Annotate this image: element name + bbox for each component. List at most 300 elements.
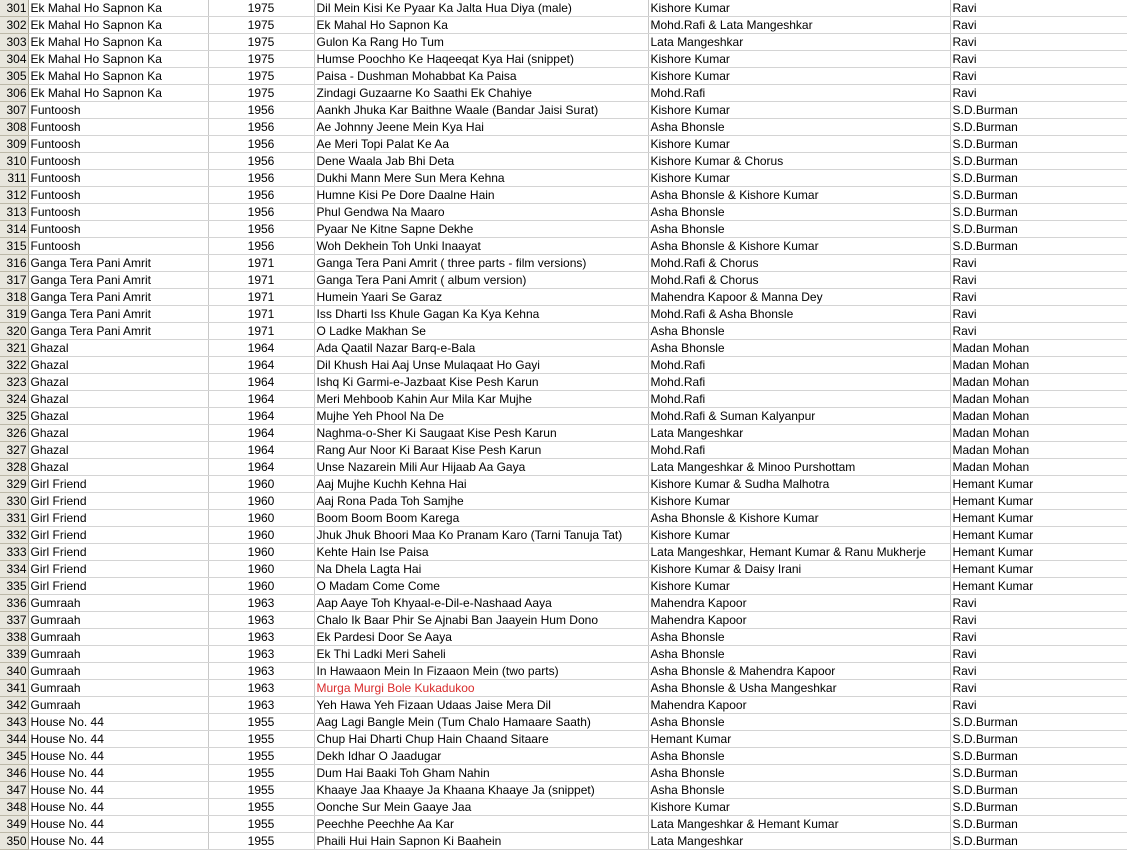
cell-song[interactable]: Aaj Rona Pada Toh Samjhe	[314, 493, 648, 510]
row-number[interactable]: 340	[0, 663, 28, 680]
cell-song[interactable]: Aag Lagi Bangle Mein (Tum Chalo Hamaare Saath)	[314, 714, 648, 731]
cell-year[interactable]: 1963	[208, 595, 314, 612]
row-number[interactable]: 314	[0, 221, 28, 238]
cell-song[interactable]: Ishq Ki Garmi-e-Jazbaat Kise Pesh Karun	[314, 374, 648, 391]
cell-singer[interactable]: Kishore Kumar	[648, 0, 950, 17]
cell-singer[interactable]: Asha Bhonsle	[648, 340, 950, 357]
cell-year[interactable]: 1956	[208, 204, 314, 221]
cell-composer[interactable]: S.D.Burman	[950, 238, 1127, 255]
cell-year[interactable]: 1955	[208, 816, 314, 833]
cell-movie[interactable]: Gumraah	[28, 629, 208, 646]
cell-movie[interactable]: House No. 44	[28, 731, 208, 748]
cell-movie[interactable]: House No. 44	[28, 833, 208, 850]
cell-movie[interactable]: Girl Friend	[28, 493, 208, 510]
cell-singer[interactable]: Kishore Kumar & Daisy Irani	[648, 561, 950, 578]
cell-movie[interactable]: Gumraah	[28, 697, 208, 714]
cell-singer[interactable]: Lata Mangeshkar & Hemant Kumar	[648, 816, 950, 833]
row-number[interactable]: 339	[0, 646, 28, 663]
cell-composer[interactable]: Ravi	[950, 306, 1127, 323]
cell-year[interactable]: 1971	[208, 289, 314, 306]
cell-year[interactable]: 1975	[208, 51, 314, 68]
cell-year[interactable]: 1960	[208, 476, 314, 493]
cell-year[interactable]: 1955	[208, 731, 314, 748]
cell-singer[interactable]: Kishore Kumar	[648, 493, 950, 510]
cell-year[interactable]: 1955	[208, 833, 314, 850]
row-number[interactable]: 343	[0, 714, 28, 731]
cell-song[interactable]: Unse Nazarein Mili Aur Hijaab Aa Gaya	[314, 459, 648, 476]
row-number[interactable]: 322	[0, 357, 28, 374]
cell-composer[interactable]: Ravi	[950, 255, 1127, 272]
cell-movie[interactable]: House No. 44	[28, 748, 208, 765]
cell-movie[interactable]: Gumraah	[28, 612, 208, 629]
row-number[interactable]: 337	[0, 612, 28, 629]
cell-year[interactable]: 1955	[208, 748, 314, 765]
cell-composer[interactable]: S.D.Burman	[950, 136, 1127, 153]
cell-singer[interactable]: Asha Bhonsle	[648, 221, 950, 238]
cell-movie[interactable]: Ek Mahal Ho Sapnon Ka	[28, 17, 208, 34]
cell-movie[interactable]: Ghazal	[28, 459, 208, 476]
cell-movie[interactable]: Ghazal	[28, 442, 208, 459]
cell-movie[interactable]: Ganga Tera Pani Amrit	[28, 272, 208, 289]
row-number[interactable]: 347	[0, 782, 28, 799]
cell-year[interactable]: 1975	[208, 0, 314, 17]
cell-song[interactable]: Peechhe Peechhe Aa Kar	[314, 816, 648, 833]
cell-song[interactable]: Yeh Hawa Yeh Fizaan Udaas Jaise Mera Dil	[314, 697, 648, 714]
cell-composer[interactable]: S.D.Burman	[950, 187, 1127, 204]
cell-singer[interactable]: Mohd.Rafi	[648, 391, 950, 408]
cell-song[interactable]: Chalo Ik Baar Phir Se Ajnabi Ban Jaayein Hum Dono	[314, 612, 648, 629]
cell-composer[interactable]: S.D.Burman	[950, 119, 1127, 136]
row-number[interactable]: 329	[0, 476, 28, 493]
cell-year[interactable]: 1956	[208, 238, 314, 255]
cell-movie[interactable]: Funtoosh	[28, 153, 208, 170]
cell-song[interactable]: Ek Thi Ladki Meri Saheli	[314, 646, 648, 663]
cell-singer[interactable]: Asha Bhonsle & Usha Mangeshkar	[648, 680, 950, 697]
cell-singer[interactable]: Kishore Kumar	[648, 102, 950, 119]
cell-singer[interactable]: Asha Bhonsle & Kishore Kumar	[648, 510, 950, 527]
cell-song[interactable]: Dukhi Mann Mere Sun Mera Kehna	[314, 170, 648, 187]
row-number[interactable]: 320	[0, 323, 28, 340]
cell-year[interactable]: 1963	[208, 680, 314, 697]
cell-singer[interactable]: Mohd.Rafi	[648, 374, 950, 391]
row-number[interactable]: 310	[0, 153, 28, 170]
cell-year[interactable]: 1956	[208, 153, 314, 170]
cell-song[interactable]: Ek Pardesi Door Se Aaya	[314, 629, 648, 646]
cell-song[interactable]: Woh Dekhein Toh Unki Inaayat	[314, 238, 648, 255]
cell-movie[interactable]: Girl Friend	[28, 476, 208, 493]
cell-year[interactable]: 1955	[208, 765, 314, 782]
cell-song[interactable]: Rang Aur Noor Ki Baraat Kise Pesh Karun	[314, 442, 648, 459]
cell-composer[interactable]: Ravi	[950, 595, 1127, 612]
cell-song[interactable]: Mujhe Yeh Phool Na De	[314, 408, 648, 425]
row-number[interactable]: 326	[0, 425, 28, 442]
cell-year[interactable]: 1960	[208, 493, 314, 510]
cell-singer[interactable]: Asha Bhonsle	[648, 646, 950, 663]
cell-composer[interactable]: Ravi	[950, 0, 1127, 17]
row-number[interactable]: 325	[0, 408, 28, 425]
row-number[interactable]: 313	[0, 204, 28, 221]
row-number[interactable]: 317	[0, 272, 28, 289]
cell-singer[interactable]: Kishore Kumar	[648, 527, 950, 544]
row-number[interactable]: 312	[0, 187, 28, 204]
cell-movie[interactable]: Ghazal	[28, 408, 208, 425]
cell-composer[interactable]: Madan Mohan	[950, 425, 1127, 442]
row-number[interactable]: 321	[0, 340, 28, 357]
cell-composer[interactable]: Ravi	[950, 663, 1127, 680]
cell-singer[interactable]: Asha Bhonsle	[648, 765, 950, 782]
cell-composer[interactable]: Ravi	[950, 85, 1127, 102]
cell-year[interactable]: 1975	[208, 34, 314, 51]
cell-singer[interactable]: Asha Bhonsle	[648, 714, 950, 731]
cell-movie[interactable]: Ganga Tera Pani Amrit	[28, 306, 208, 323]
cell-singer[interactable]: Lata Mangeshkar, Hemant Kumar & Ranu Mukherje	[648, 544, 950, 561]
row-number[interactable]: 349	[0, 816, 28, 833]
cell-year[interactable]: 1964	[208, 374, 314, 391]
cell-movie[interactable]: Ek Mahal Ho Sapnon Ka	[28, 68, 208, 85]
cell-movie[interactable]: Gumraah	[28, 646, 208, 663]
cell-movie[interactable]: Girl Friend	[28, 578, 208, 595]
cell-year[interactable]: 1971	[208, 306, 314, 323]
row-number[interactable]: 328	[0, 459, 28, 476]
cell-composer[interactable]: Ravi	[950, 17, 1127, 34]
cell-year[interactable]: 1955	[208, 714, 314, 731]
row-number[interactable]: 319	[0, 306, 28, 323]
cell-song[interactable]: Ae Meri Topi Palat Ke Aa	[314, 136, 648, 153]
cell-year[interactable]: 1964	[208, 391, 314, 408]
cell-singer[interactable]: Asha Bhonsle & Kishore Kumar	[648, 238, 950, 255]
cell-song[interactable]: O Ladke Makhan Se	[314, 323, 648, 340]
cell-singer[interactable]: Mahendra Kapoor	[648, 595, 950, 612]
row-number[interactable]: 331	[0, 510, 28, 527]
cell-song[interactable]: Dene Waala Jab Bhi Deta	[314, 153, 648, 170]
cell-song[interactable]: Khaaye Jaa Khaaye Ja Khaana Khaaye Ja (snippet)	[314, 782, 648, 799]
row-number[interactable]: 342	[0, 697, 28, 714]
cell-composer[interactable]: Hemant Kumar	[950, 561, 1127, 578]
cell-year[interactable]: 1964	[208, 459, 314, 476]
cell-movie[interactable]: Funtoosh	[28, 170, 208, 187]
cell-year[interactable]: 1971	[208, 272, 314, 289]
cell-song[interactable]: Aankh Jhuka Kar Baithne Waale (Bandar Jaisi Surat)	[314, 102, 648, 119]
cell-composer[interactable]: Ravi	[950, 680, 1127, 697]
cell-movie[interactable]: Ganga Tera Pani Amrit	[28, 323, 208, 340]
cell-singer[interactable]: Kishore Kumar	[648, 799, 950, 816]
cell-year[interactable]: 1955	[208, 799, 314, 816]
cell-singer[interactable]: Mahendra Kapoor & Manna Dey	[648, 289, 950, 306]
cell-singer[interactable]: Asha Bhonsle	[648, 782, 950, 799]
row-number[interactable]: 301	[0, 0, 28, 17]
cell-movie[interactable]: Funtoosh	[28, 221, 208, 238]
cell-movie[interactable]: Ghazal	[28, 391, 208, 408]
cell-composer[interactable]: Ravi	[950, 629, 1127, 646]
cell-song[interactable]: Iss Dharti Iss Khule Gagan Ka Kya Kehna	[314, 306, 648, 323]
cell-movie[interactable]: Girl Friend	[28, 527, 208, 544]
cell-movie[interactable]: Gumraah	[28, 663, 208, 680]
cell-movie[interactable]: Girl Friend	[28, 510, 208, 527]
cell-movie[interactable]: Ek Mahal Ho Sapnon Ka	[28, 51, 208, 68]
row-number[interactable]: 338	[0, 629, 28, 646]
cell-song[interactable]: Zindagi Guzaarne Ko Saathi Ek Chahiye	[314, 85, 648, 102]
cell-composer[interactable]: Ravi	[950, 697, 1127, 714]
cell-year[interactable]: 1971	[208, 323, 314, 340]
cell-singer[interactable]: Kishore Kumar & Sudha Malhotra	[648, 476, 950, 493]
cell-movie[interactable]: House No. 44	[28, 816, 208, 833]
row-number[interactable]: 344	[0, 731, 28, 748]
row-number[interactable]: 350	[0, 833, 28, 850]
cell-singer[interactable]: Lata Mangeshkar	[648, 425, 950, 442]
cell-year[interactable]: 1956	[208, 187, 314, 204]
cell-song[interactable]: Murga Murgi Bole Kukadukoo	[314, 680, 648, 697]
cell-movie[interactable]: Gumraah	[28, 595, 208, 612]
cell-composer[interactable]: Madan Mohan	[950, 374, 1127, 391]
cell-year[interactable]: 1975	[208, 68, 314, 85]
cell-composer[interactable]: S.D.Burman	[950, 816, 1127, 833]
cell-singer[interactable]: Asha Bhonsle	[648, 204, 950, 221]
cell-song[interactable]: Aaj Mujhe Kuchh Kehna Hai	[314, 476, 648, 493]
cell-song[interactable]: Meri Mehboob Kahin Aur Mila Kar Mujhe	[314, 391, 648, 408]
cell-song[interactable]: Dil Mein Kisi Ke Pyaar Ka Jalta Hua Diya (male)	[314, 0, 648, 17]
cell-year[interactable]: 1960	[208, 561, 314, 578]
cell-composer[interactable]: S.D.Burman	[950, 204, 1127, 221]
cell-composer[interactable]: S.D.Burman	[950, 102, 1127, 119]
cell-song[interactable]: Ganga Tera Pani Amrit ( album version)	[314, 272, 648, 289]
cell-year[interactable]: 1960	[208, 578, 314, 595]
cell-movie[interactable]: Funtoosh	[28, 187, 208, 204]
cell-composer[interactable]: Hemant Kumar	[950, 544, 1127, 561]
cell-year[interactable]: 1963	[208, 629, 314, 646]
cell-song[interactable]: Phaili Hui Hain Sapnon Ki Baahein	[314, 833, 648, 850]
cell-singer[interactable]: Mohd.Rafi	[648, 357, 950, 374]
cell-movie[interactable]: House No. 44	[28, 799, 208, 816]
cell-year[interactable]: 1963	[208, 663, 314, 680]
cell-year[interactable]: 1960	[208, 544, 314, 561]
cell-singer[interactable]: Kishore Kumar	[648, 68, 950, 85]
cell-year[interactable]: 1964	[208, 340, 314, 357]
cell-singer[interactable]: Mohd.Rafi & Lata Mangeshkar	[648, 17, 950, 34]
row-number[interactable]: 336	[0, 595, 28, 612]
cell-movie[interactable]: House No. 44	[28, 714, 208, 731]
row-number[interactable]: 330	[0, 493, 28, 510]
cell-song[interactable]: Ganga Tera Pani Amrit ( three parts - film versions)	[314, 255, 648, 272]
cell-year[interactable]: 1964	[208, 425, 314, 442]
cell-movie[interactable]: Ganga Tera Pani Amrit	[28, 289, 208, 306]
cell-song[interactable]: Ek Mahal Ho Sapnon Ka	[314, 17, 648, 34]
cell-singer[interactable]: Asha Bhonsle	[648, 119, 950, 136]
cell-song[interactable]: Ae Johnny Jeene Mein Kya Hai	[314, 119, 648, 136]
row-number[interactable]: 318	[0, 289, 28, 306]
cell-composer[interactable]: Ravi	[950, 612, 1127, 629]
cell-composer[interactable]: Hemant Kumar	[950, 493, 1127, 510]
cell-movie[interactable]: Girl Friend	[28, 561, 208, 578]
cell-song[interactable]: Jhuk Jhuk Bhoori Maa Ko Pranam Karo (Tarni Tanuja Tat)	[314, 527, 648, 544]
cell-movie[interactable]: Ganga Tera Pani Amrit	[28, 255, 208, 272]
cell-movie[interactable]: Ghazal	[28, 340, 208, 357]
row-number[interactable]: 307	[0, 102, 28, 119]
cell-composer[interactable]: S.D.Burman	[950, 748, 1127, 765]
cell-song[interactable]: Phul Gendwa Na Maaro	[314, 204, 648, 221]
cell-song[interactable]: Dum Hai Baaki Toh Gham Nahin	[314, 765, 648, 782]
row-number[interactable]: 316	[0, 255, 28, 272]
row-number[interactable]: 306	[0, 85, 28, 102]
row-number[interactable]: 345	[0, 748, 28, 765]
cell-song[interactable]: Oonche Sur Mein Gaaye Jaa	[314, 799, 648, 816]
cell-movie[interactable]: Funtoosh	[28, 119, 208, 136]
cell-year[interactable]: 1955	[208, 782, 314, 799]
cell-song[interactable]: Boom Boom Boom Karega	[314, 510, 648, 527]
cell-composer[interactable]: Madan Mohan	[950, 408, 1127, 425]
cell-song[interactable]: Aap Aaye Toh Khyaal-e-Dil-e-Nashaad Aaya	[314, 595, 648, 612]
cell-singer[interactable]: Mahendra Kapoor	[648, 612, 950, 629]
row-number[interactable]: 324	[0, 391, 28, 408]
cell-movie[interactable]: House No. 44	[28, 765, 208, 782]
cell-composer[interactable]: S.D.Burman	[950, 221, 1127, 238]
cell-composer[interactable]: S.D.Burman	[950, 153, 1127, 170]
cell-year[interactable]: 1971	[208, 255, 314, 272]
cell-composer[interactable]: Hemant Kumar	[950, 476, 1127, 493]
cell-singer[interactable]: Lata Mangeshkar	[648, 34, 950, 51]
cell-singer[interactable]: Asha Bhonsle	[648, 323, 950, 340]
cell-singer[interactable]: Asha Bhonsle & Mahendra Kapoor	[648, 663, 950, 680]
cell-composer[interactable]: S.D.Burman	[950, 714, 1127, 731]
cell-year[interactable]: 1960	[208, 527, 314, 544]
cell-song[interactable]: Na Dhela Lagta Hai	[314, 561, 648, 578]
cell-year[interactable]: 1963	[208, 697, 314, 714]
row-number[interactable]: 311	[0, 170, 28, 187]
cell-year[interactable]: 1956	[208, 136, 314, 153]
cell-song[interactable]: O Madam Come Come	[314, 578, 648, 595]
cell-singer[interactable]: Kishore Kumar	[648, 170, 950, 187]
cell-singer[interactable]: Hemant Kumar	[648, 731, 950, 748]
cell-composer[interactable]: Madan Mohan	[950, 442, 1127, 459]
cell-year[interactable]: 1956	[208, 170, 314, 187]
cell-composer[interactable]: Ravi	[950, 289, 1127, 306]
row-number[interactable]: 315	[0, 238, 28, 255]
cell-movie[interactable]: Girl Friend	[28, 544, 208, 561]
cell-year[interactable]: 1963	[208, 612, 314, 629]
cell-year[interactable]: 1956	[208, 119, 314, 136]
cell-composer[interactable]: S.D.Burman	[950, 782, 1127, 799]
cell-singer[interactable]: Kishore Kumar	[648, 136, 950, 153]
cell-composer[interactable]: S.D.Burman	[950, 765, 1127, 782]
cell-composer[interactable]: Hemant Kumar	[950, 527, 1127, 544]
row-number[interactable]: 335	[0, 578, 28, 595]
cell-singer[interactable]: Kishore Kumar & Chorus	[648, 153, 950, 170]
cell-singer[interactable]: Mohd.Rafi	[648, 442, 950, 459]
cell-composer[interactable]: Hemant Kumar	[950, 510, 1127, 527]
cell-composer[interactable]: S.D.Burman	[950, 731, 1127, 748]
cell-song[interactable]: Gulon Ka Rang Ho Tum	[314, 34, 648, 51]
cell-song[interactable]: Dekh Idhar O Jaadugar	[314, 748, 648, 765]
cell-year[interactable]: 1964	[208, 442, 314, 459]
cell-movie[interactable]: Funtoosh	[28, 136, 208, 153]
cell-year[interactable]: 1975	[208, 17, 314, 34]
cell-movie[interactable]: Ek Mahal Ho Sapnon Ka	[28, 85, 208, 102]
cell-movie[interactable]: Ghazal	[28, 425, 208, 442]
cell-singer[interactable]: Asha Bhonsle & Kishore Kumar	[648, 187, 950, 204]
cell-movie[interactable]: Ghazal	[28, 357, 208, 374]
cell-composer[interactable]: S.D.Burman	[950, 799, 1127, 816]
cell-movie[interactable]: Funtoosh	[28, 238, 208, 255]
cell-year[interactable]: 1963	[208, 646, 314, 663]
row-number[interactable]: 305	[0, 68, 28, 85]
cell-song[interactable]: Pyaar Ne Kitne Sapne Dekhe	[314, 221, 648, 238]
cell-movie[interactable]: Funtoosh	[28, 204, 208, 221]
cell-singer[interactable]: Lata Mangeshkar	[648, 833, 950, 850]
cell-composer[interactable]: Ravi	[950, 272, 1127, 289]
cell-movie[interactable]: Ek Mahal Ho Sapnon Ka	[28, 0, 208, 17]
cell-movie[interactable]: Ek Mahal Ho Sapnon Ka	[28, 34, 208, 51]
cell-song[interactable]: Humse Poochho Ke Haqeeqat Kya Hai (snippet)	[314, 51, 648, 68]
cell-song[interactable]: Chup Hai Dharti Chup Hain Chaand Sitaare	[314, 731, 648, 748]
cell-singer[interactable]: Mohd.Rafi & Suman Kalyanpur	[648, 408, 950, 425]
cell-song[interactable]: Humein Yaari Se Garaz	[314, 289, 648, 306]
cell-singer[interactable]: Mahendra Kapoor	[648, 697, 950, 714]
row-number[interactable]: 348	[0, 799, 28, 816]
cell-composer[interactable]: Ravi	[950, 323, 1127, 340]
row-number[interactable]: 346	[0, 765, 28, 782]
cell-composer[interactable]: Madan Mohan	[950, 459, 1127, 476]
row-number[interactable]: 308	[0, 119, 28, 136]
row-number[interactable]: 327	[0, 442, 28, 459]
row-number[interactable]: 304	[0, 51, 28, 68]
cell-song[interactable]: Ada Qaatil Nazar Barq-e-Bala	[314, 340, 648, 357]
cell-singer[interactable]: Kishore Kumar	[648, 578, 950, 595]
cell-movie[interactable]: Gumraah	[28, 680, 208, 697]
cell-song[interactable]: Naghma-o-Sher Ki Saugaat Kise Pesh Karun	[314, 425, 648, 442]
cell-song[interactable]: Dil Khush Hai Aaj Unse Mulaqaat Ho Gayi	[314, 357, 648, 374]
cell-singer[interactable]: Lata Mangeshkar & Minoo Purshottam	[648, 459, 950, 476]
cell-movie[interactable]: House No. 44	[28, 782, 208, 799]
cell-composer[interactable]: Madan Mohan	[950, 340, 1127, 357]
cell-singer[interactable]: Mohd.Rafi & Asha Bhonsle	[648, 306, 950, 323]
cell-year[interactable]: 1956	[208, 221, 314, 238]
cell-composer[interactable]: Hemant Kumar	[950, 578, 1127, 595]
row-number[interactable]: 309	[0, 136, 28, 153]
cell-year[interactable]: 1956	[208, 102, 314, 119]
cell-song[interactable]: In Hawaaon Mein In Fizaaon Mein (two parts)	[314, 663, 648, 680]
cell-year[interactable]: 1975	[208, 85, 314, 102]
cell-year[interactable]: 1964	[208, 357, 314, 374]
cell-composer[interactable]: Ravi	[950, 51, 1127, 68]
cell-song[interactable]: Humne Kisi Pe Dore Daalne Hain	[314, 187, 648, 204]
cell-composer[interactable]: S.D.Burman	[950, 170, 1127, 187]
cell-composer[interactable]: Ravi	[950, 646, 1127, 663]
cell-singer[interactable]: Kishore Kumar	[648, 51, 950, 68]
cell-singer[interactable]: Mohd.Rafi & Chorus	[648, 255, 950, 272]
row-number[interactable]: 332	[0, 527, 28, 544]
cell-singer[interactable]: Mohd.Rafi	[648, 85, 950, 102]
row-number[interactable]: 333	[0, 544, 28, 561]
cell-composer[interactable]: Madan Mohan	[950, 391, 1127, 408]
row-number[interactable]: 303	[0, 34, 28, 51]
cell-year[interactable]: 1964	[208, 408, 314, 425]
cell-singer[interactable]: Asha Bhonsle	[648, 748, 950, 765]
cell-singer[interactable]: Mohd.Rafi & Chorus	[648, 272, 950, 289]
cell-year[interactable]: 1960	[208, 510, 314, 527]
row-number[interactable]: 302	[0, 17, 28, 34]
row-number[interactable]: 341	[0, 680, 28, 697]
cell-singer[interactable]: Asha Bhonsle	[648, 629, 950, 646]
cell-composer[interactable]: Ravi	[950, 68, 1127, 85]
cell-composer[interactable]: Madan Mohan	[950, 357, 1127, 374]
row-number[interactable]: 334	[0, 561, 28, 578]
cell-movie[interactable]: Funtoosh	[28, 102, 208, 119]
cell-song[interactable]: Kehte Hain Ise Paisa	[314, 544, 648, 561]
cell-composer[interactable]: Ravi	[950, 34, 1127, 51]
cell-song[interactable]: Paisa - Dushman Mohabbat Ka Paisa	[314, 68, 648, 85]
cell-composer[interactable]: S.D.Burman	[950, 833, 1127, 850]
row-number[interactable]: 323	[0, 374, 28, 391]
cell-movie[interactable]: Ghazal	[28, 374, 208, 391]
